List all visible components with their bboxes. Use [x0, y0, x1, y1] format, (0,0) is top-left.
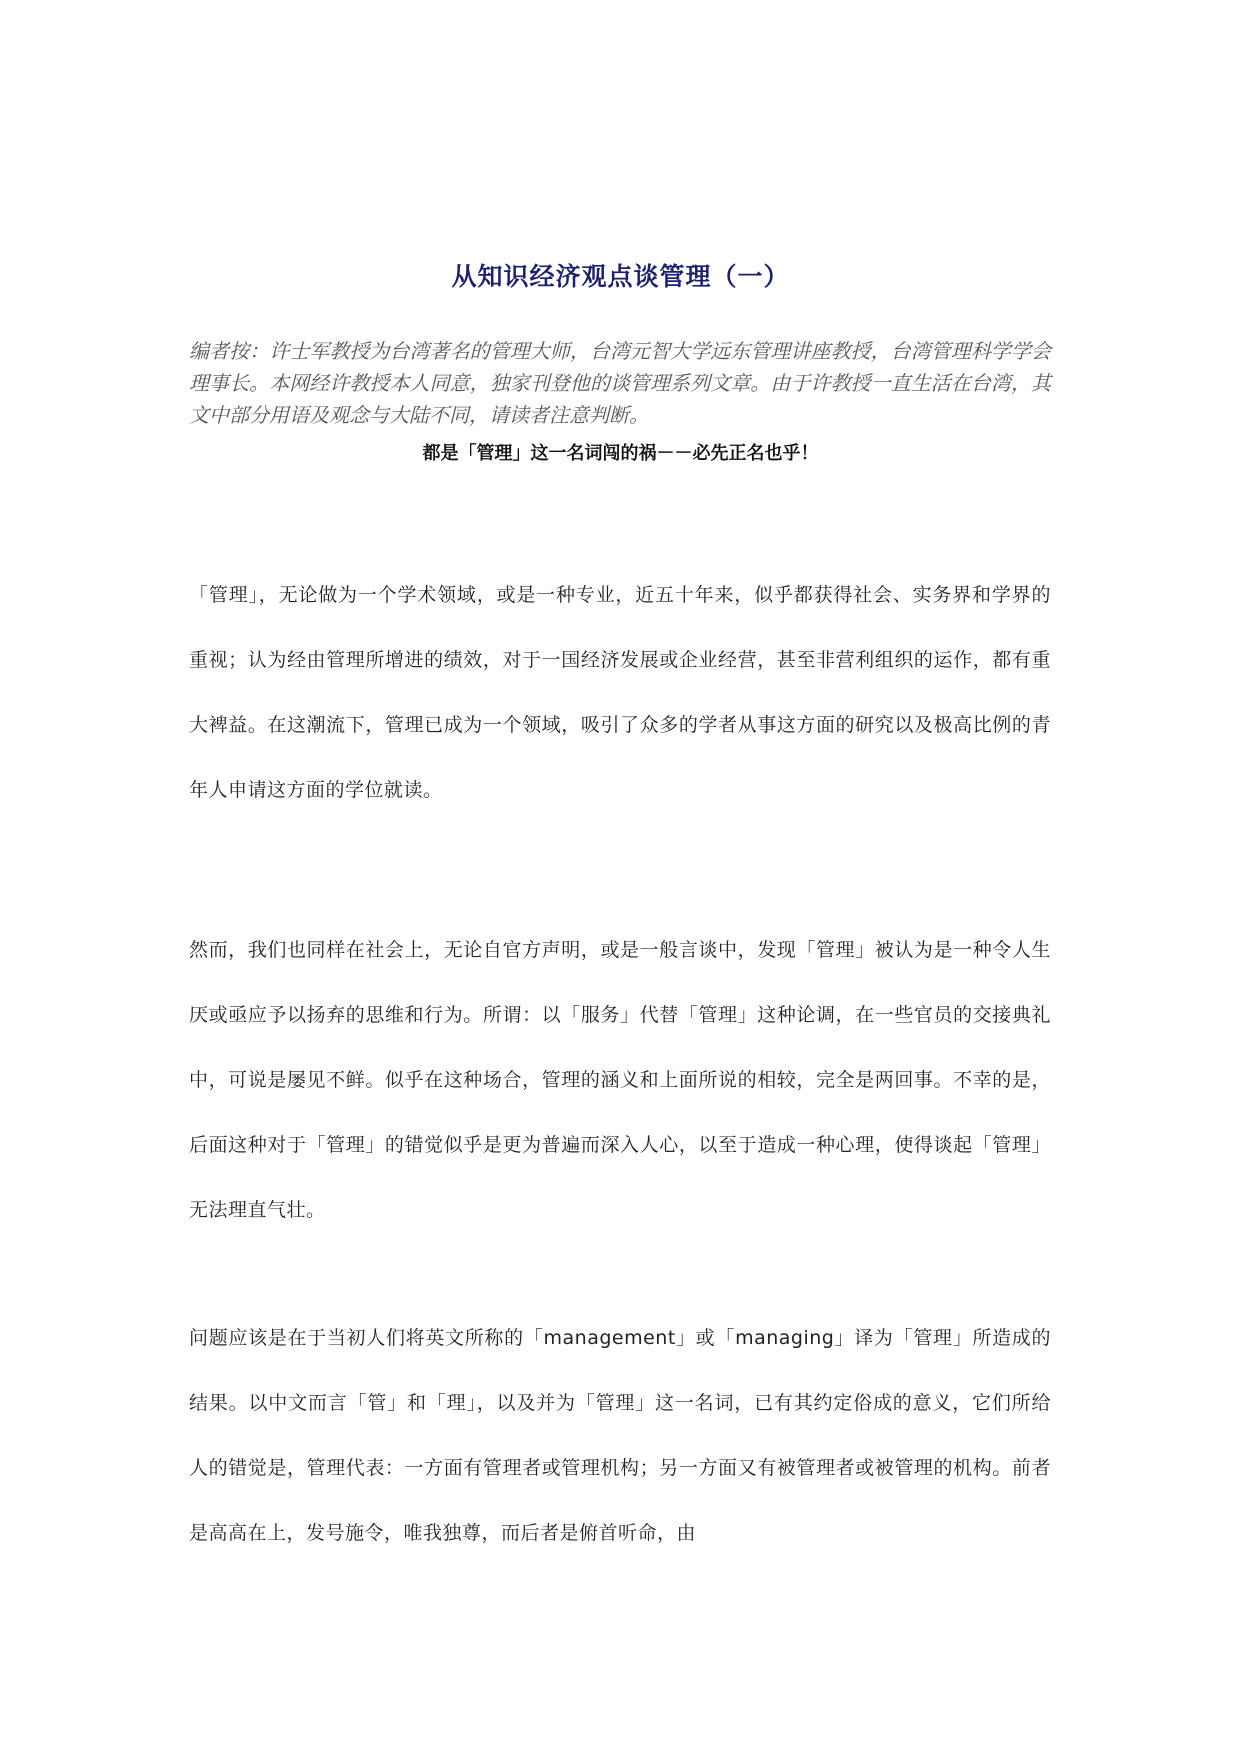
article-subtitle: 都是「管理」这一名词闯的祸－－必先正名也乎！	[422, 443, 819, 464]
body-paragraph-1: 「管理」，无论做为一个学术领域，或是一种专业，近五十年来，似乎都获得社会、实务界和学界的重视；认为经由管理所增进的绩效，对于一国经济发展或企业经营，甚至非营利组织的运作，都有重大裨益。在这潮流下，管理已成为一个领域，吸引了众多的学者从事这方面的研究以及极高比例的青年人申请这方面的学位就读。	[189, 584, 1051, 801]
body-paragraph-2: 然而，我们也同样在社会上，无论自官方声明，或是一般言谈中，发现「管理」被认为是一种令人生厌或亟应予以扬弃的思维和行为。所谓：以「服务」代替「管理」这种论调，在一些官员的交接典礼中，可说是屡见不鲜。似乎在这种场合，管理的涵义和上面所说的相较，完全是两回事。不幸的是，后面这种对于「管理」的错觉似乎是更为普遍而深入人心，以至于造成一种心理，使得谈起「管理」无法理直气壮。	[189, 939, 1051, 1221]
body-paragraph-3: 问题应该是在于当初人们将英文所称的「management」或「managing」译为「管理」所造成的结果。以中文而言「管」和「理」，以及并为「管理」这一名词，已有其约定俗成的意义，它们所给人的错觉是，管理代表：一方面有管理者或管理机构；另一方面又有被管理者或被管理的机构。前者是高高在上，发号施令，唯我独尊，而后者是俯首听命，由	[189, 1327, 1051, 1544]
editor-note: 编者按：许士军教授为台湾著名的管理大师，台湾元智大学远东管理讲座教授，台湾管理科学学会理事长。本网经许教授本人同意，独家刊登他的谈管理系列文章。由于许教授一直生活在台湾，其文中部分用语及观念与大陆不同，请读者注意判断。	[189, 339, 1051, 427]
article-title: 从知识经济观点谈管理（一）	[451, 262, 790, 291]
